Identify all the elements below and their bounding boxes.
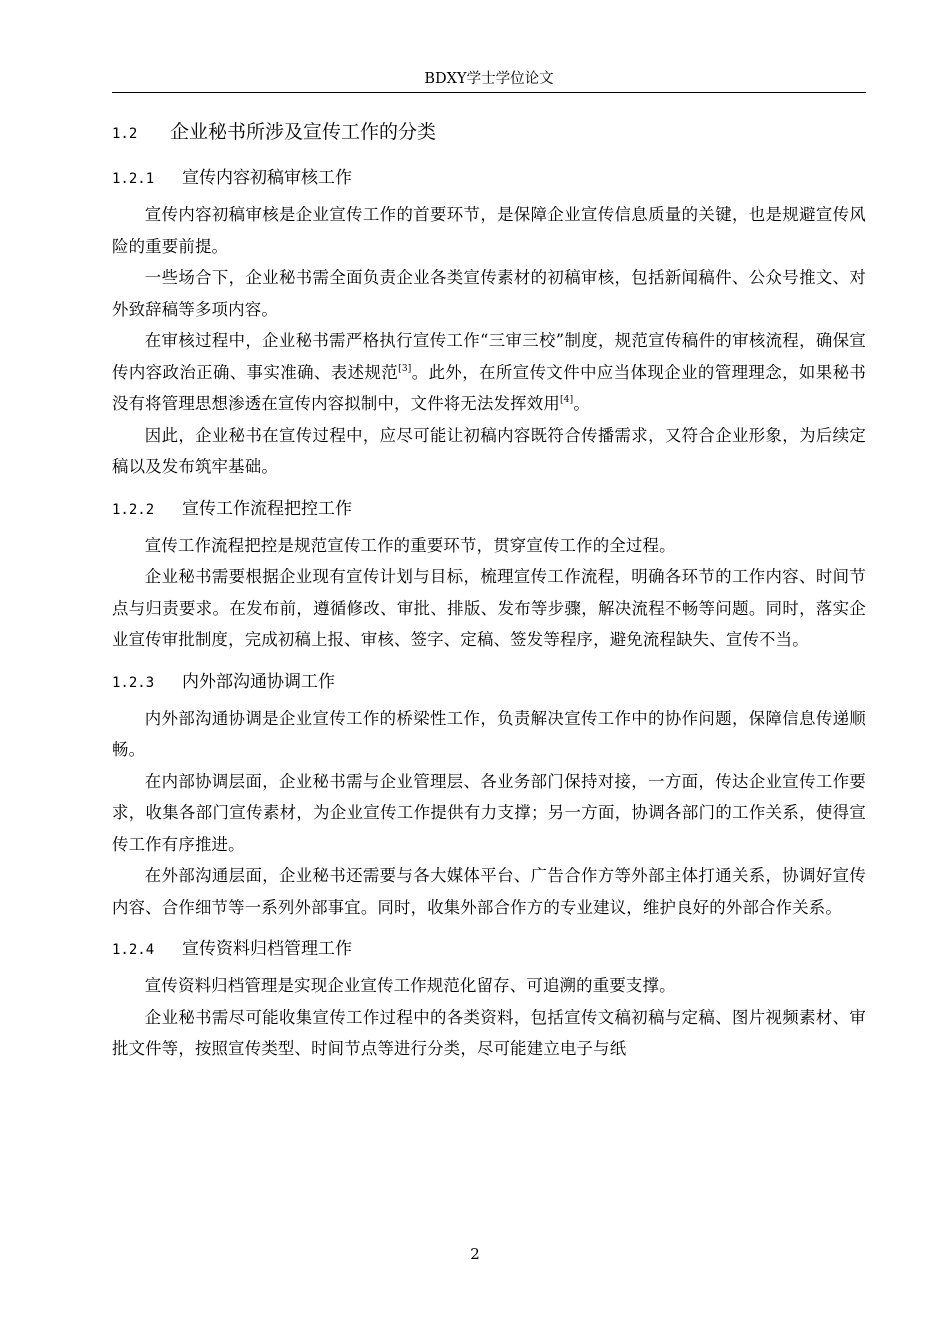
subsection-heading-1-2-3 [112,668,866,697]
paragraph: 宣传工作流程把控是规范宣传工作的重要环节，贯穿宣传工作的全过程。 [144,535,676,555]
subsection-number: 1.2.1 [112,171,155,187]
header-title: BDXY学士学位论文 [424,71,554,87]
paragraph: 宣传内容初稿审核是企业宣传工作的首要环节，是保障企业宣传信息质量的关键，也是规避宣传风险的重要前提。 [112,205,866,256]
paragraph: 一些场合下，企业秘书需全面负责企业各类宣传素材的初稿审核，包括新闻稿件、公众号推文、对外致辞稿等多项内容。 [112,268,866,319]
subsection-title: 宣传资料归档管理工作 [182,939,352,959]
paragraph-text: 。 [573,394,590,413]
section-number: 1.2 [112,126,138,142]
subsection-heading-1-2-1 [112,164,866,193]
subsection-title: 宣传内容初稿审核工作 [182,168,352,188]
subsection-number: 1.2.4 [112,942,155,958]
paragraph: 企业秘书需尽可能收集宣传工作过程中的各类资料，包括宣传文稿初稿与定稿、图片视频素材、审批文件等，按照宣传类型、时间节点等进行分类，尽可能建立电子与纸 [112,1007,866,1058]
paragraph: 在外部沟通层面，企业秘书还需要与各大媒体平台、广告合作方等外部主体打通关系，协调好宣传内容、合作细节等一系列外部事宜。同时，收集外部合作方的专业建议，维护良好的外部合作关系。 [112,866,866,917]
paragraph-with-citations [112,325,866,420]
citation-ref[interactable]: [4] [559,395,574,405]
page-body [112,116,866,1065]
paragraph-text: 在审核过程中，企业秘书需严格执行宣传工作“三审三校”制度，规范宣传稿件的审核流程，确保宣传内容政治正确、事实准确、表述规范 [112,331,866,382]
subsection-number: 1.2.3 [112,674,155,691]
citation-ref[interactable]: [3] [398,363,412,374]
subsection-title: 宣传工作流程把控工作 [182,498,352,519]
running-header [112,70,866,93]
paragraph: 因此，企业秘书在宣传过程中，应尽可能让初稿内容既符合传播需求，又符合企业形象，为后续定稿以及发布筑牢基础。 [112,425,866,476]
paragraph: 宣传资料归档管理是实现企业宣传工作规范化留存、可追溯的重要支撑。 [144,976,676,995]
subsection-heading-1-2-4 [112,935,866,964]
subsection-heading-1-2-2 [112,495,866,524]
page-number: 2 [470,1245,480,1263]
section-heading [112,116,866,150]
paragraph-text: 。此外，在所宣传文件中应当体现企业的管理理念，如果秘书没有将管理思想渗透在宣传内容拟制中，文件将无法发挥效用 [112,362,866,413]
paragraph: 在内部协调层面，企业秘书需与企业管理层、各业务部门保持对接，一方面，传达企业宣传工作要求，收集各部门宣传素材，为企业宣传工作提供有力支撑；另一方面，协调各部门的工作关系，使得宣传工作有序推进。 [112,771,866,854]
paragraph: 内外部沟通协调是企业宣传工作的桥梁性工作，负责解决宣传工作中的协作问题，保障信息传递顺畅。 [112,708,866,759]
paragraph: 企业秘书需要根据企业现有宣传计划与目标，梳理宣传工作流程，明确各环节的工作内容、时间节点与归责要求。在发布前，遵循修改、审批、排版、发布等步骤，解决流程不畅等问题。同时，落实企业宣传审批制度，完成初稿上报、审核、签字、定稿、签发等程序，避免流程缺失、宣传不当。 [112,567,866,649]
subsection-title: 内外部沟通协调工作 [182,671,335,692]
subsection-number: 1.2.2 [112,501,155,518]
section-title: 企业秘书所涉及宣传工作的分类 [170,121,437,143]
